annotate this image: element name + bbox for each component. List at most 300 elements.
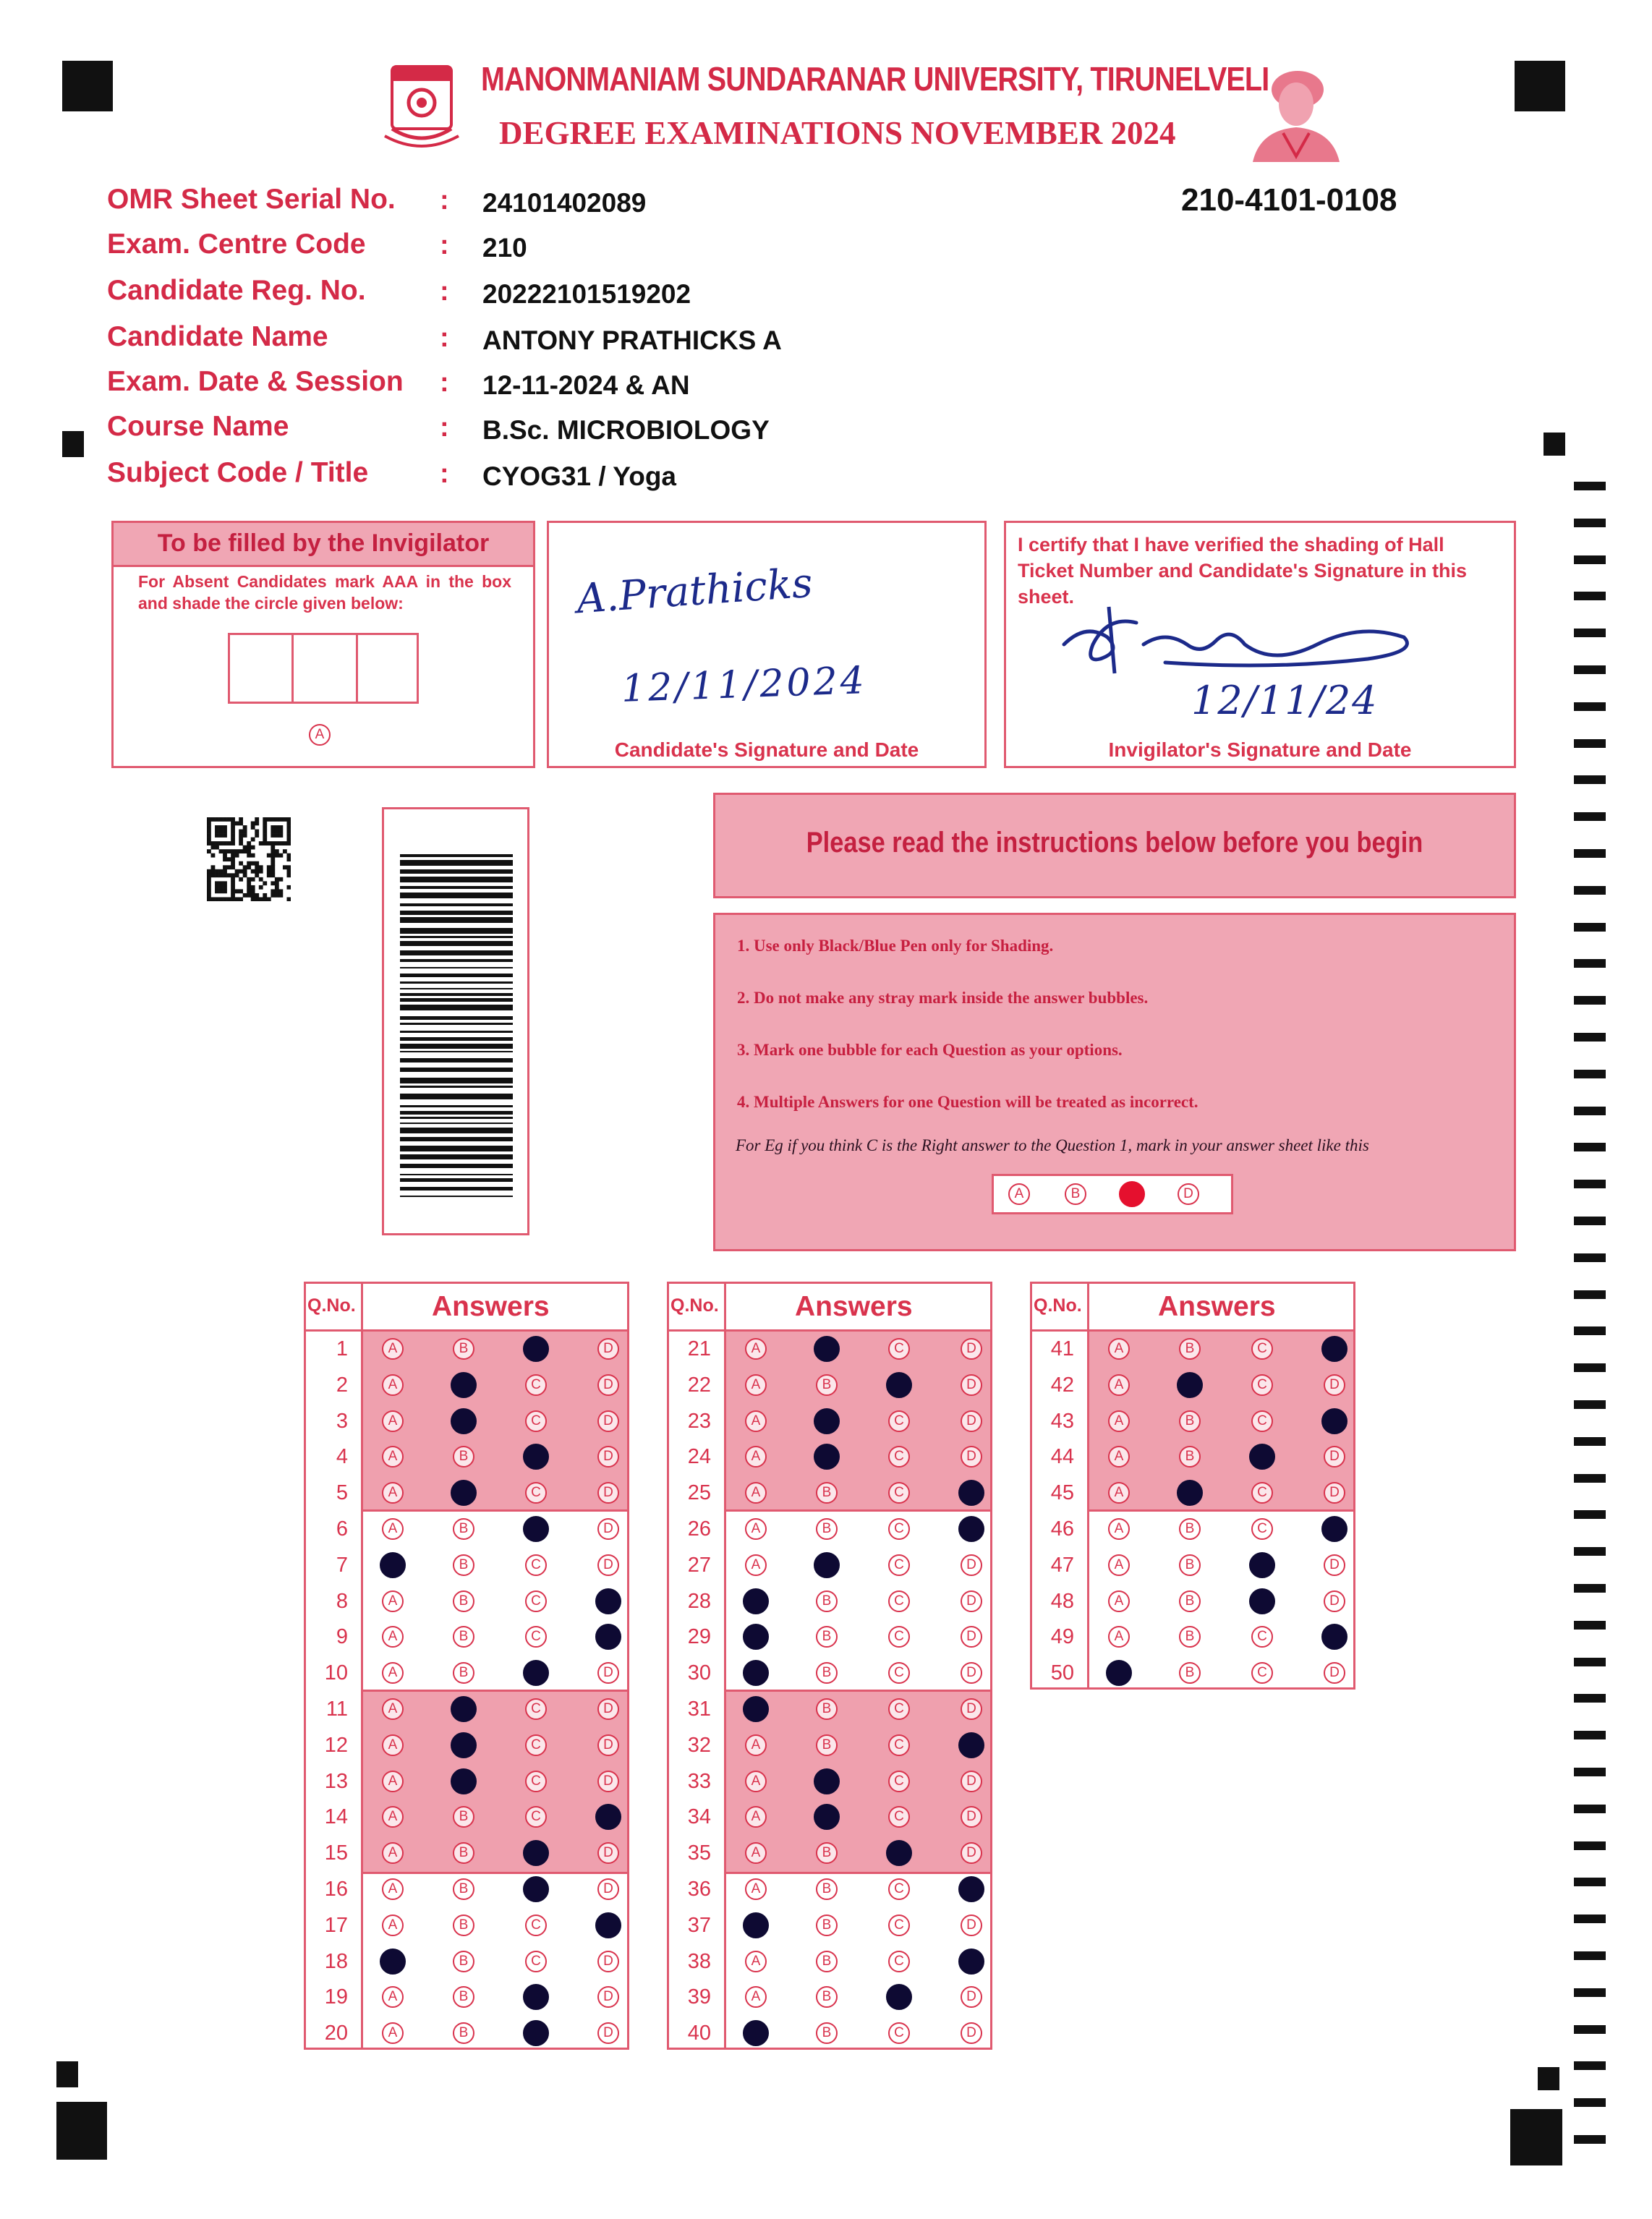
answer-bubble-a[interactable]: A: [1108, 1626, 1130, 1648]
answer-bubble-b[interactable]: B: [453, 2022, 474, 2044]
question-number: 11: [325, 1698, 348, 1721]
answer-bubble-c[interactable]: C: [1251, 1626, 1273, 1648]
answer-bubble-c[interactable]: [1249, 1552, 1275, 1578]
answer-bubble-c[interactable]: [886, 1372, 912, 1398]
answers-header: Answers: [795, 1291, 913, 1322]
answer-bubble-a[interactable]: A: [382, 1374, 404, 1396]
answer-bubble-c[interactable]: C: [1251, 1410, 1273, 1432]
field-colon: :: [440, 459, 449, 489]
question-row: [1032, 1475, 1353, 1512]
answer-bubble-a[interactable]: [743, 2020, 769, 2046]
answer-bubble-d[interactable]: [595, 1804, 621, 1830]
answer-bubble-a[interactable]: A: [745, 1410, 767, 1432]
answer-bubble-c[interactable]: C: [1251, 1338, 1273, 1360]
answer-bubble-c[interactable]: [523, 1876, 549, 1902]
answer-bubble-d[interactable]: [1321, 1516, 1347, 1542]
answer-bubble-c[interactable]: C: [888, 1951, 910, 1972]
answer-column: [667, 1282, 992, 2050]
answer-bubble-d[interactable]: [958, 1948, 984, 1975]
answer-bubble-b[interactable]: [814, 1336, 840, 1362]
answer-bubble-c[interactable]: [1249, 1588, 1275, 1614]
instruction-banner: [713, 793, 1516, 898]
question-row: [306, 1439, 627, 1475]
answer-bubble-a[interactable]: A: [1108, 1410, 1130, 1432]
answer-bubble-b[interactable]: B: [453, 1842, 474, 1864]
question-number: 25: [687, 1481, 711, 1505]
answer-bubble-a[interactable]: A: [382, 1482, 404, 1504]
answer-bubble-b[interactable]: B: [816, 1951, 838, 1972]
answer-bubble-b[interactable]: B: [453, 1590, 474, 1612]
answer-bubble-b[interactable]: [1177, 1372, 1203, 1398]
answer-bubble-c[interactable]: C: [1251, 1374, 1273, 1396]
field-value: B.Sc. MICROBIOLOGY: [482, 415, 770, 445]
answer-bubble-d[interactable]: D: [597, 1446, 619, 1468]
answer-bubble-d[interactable]: D: [597, 1410, 619, 1432]
answer-bubble-a[interactable]: A: [1108, 1446, 1130, 1468]
qno-header: Q.No.: [670, 1295, 719, 1316]
answer-bubble-c[interactable]: [523, 1840, 549, 1866]
question-row: [306, 1692, 627, 1728]
answer-bubble-d[interactable]: [958, 1480, 984, 1506]
answer-bubble-b[interactable]: [451, 1732, 477, 1758]
answer-bubble-b[interactable]: [814, 1408, 840, 1434]
answer-bubble-a[interactable]: A: [745, 1554, 767, 1576]
answer-bubble-b[interactable]: B: [816, 1662, 838, 1684]
answer-bubble-a[interactable]: A: [382, 1771, 404, 1792]
answer-bubble-d[interactable]: [595, 1912, 621, 1938]
answer-bubble-d[interactable]: D: [597, 1878, 619, 1900]
answer-bubble-c[interactable]: C: [888, 1554, 910, 1576]
answer-bubble-a[interactable]: A: [382, 1590, 404, 1612]
answer-bubble-a[interactable]: A: [382, 1986, 404, 2008]
answer-bubble-b[interactable]: B: [1179, 1518, 1201, 1540]
question-row: [669, 1944, 990, 1980]
answer-bubble-b[interactable]: B: [453, 1662, 474, 1684]
answer-bubble-d[interactable]: [958, 1876, 984, 1902]
answer-bubble-b[interactable]: B: [1179, 1554, 1201, 1576]
answer-bubble-d[interactable]: [1321, 1336, 1347, 1362]
answer-bubble-a[interactable]: A: [382, 1410, 404, 1432]
barcode-bar: [400, 877, 513, 882]
timing-mark: [1574, 1326, 1606, 1335]
field-label: OMR Sheet Serial No.: [107, 184, 396, 215]
answer-bubble-b[interactable]: B: [816, 2022, 838, 2044]
answer-bubble-b[interactable]: B: [816, 1734, 838, 1756]
question-number: 30: [687, 1661, 711, 1685]
answer-bubble-a[interactable]: A: [1108, 1338, 1130, 1360]
answer-bubble-c[interactable]: C: [525, 1590, 547, 1612]
question-number: 34: [687, 1805, 711, 1829]
answer-bubble-b[interactable]: B: [453, 1986, 474, 2008]
answer-bubble-a[interactable]: A: [745, 1518, 767, 1540]
answer-bubble-c[interactable]: C: [888, 1878, 910, 1900]
question-number: 29: [687, 1625, 711, 1649]
answer-bubble-c[interactable]: C: [888, 1771, 910, 1792]
timing-mark: [1574, 592, 1606, 600]
timing-mark: [1574, 1253, 1606, 1262]
timing-mark: [1574, 555, 1606, 564]
answer-bubble-d[interactable]: [1321, 1624, 1347, 1650]
answer-bubble-c[interactable]: C: [1251, 1518, 1273, 1540]
question-row: [306, 1584, 627, 1620]
answer-bubble-c[interactable]: C: [888, 1806, 910, 1828]
barcode-bar: [400, 1023, 513, 1025]
barcode-bar: [400, 860, 513, 866]
barcode-bar: [400, 911, 513, 915]
question-number: 2: [336, 1373, 348, 1397]
field-label: Subject Code / Title: [107, 457, 369, 488]
answer-bubble-c[interactable]: C: [888, 1410, 910, 1432]
answer-bubble-a[interactable]: A: [745, 1374, 767, 1396]
question-row: [669, 1619, 990, 1656]
answer-bubble-a[interactable]: A: [745, 1878, 767, 1900]
answer-bubble-b[interactable]: B: [816, 1374, 838, 1396]
barcode-bar: [400, 869, 513, 874]
answer-bubble-d[interactable]: D: [961, 1986, 982, 2008]
field-value: CYOG31 / Yoga: [482, 461, 676, 491]
answer-bubble-d[interactable]: [595, 1624, 621, 1650]
answer-bubble-d[interactable]: D: [597, 1518, 619, 1540]
answer-bubble-d[interactable]: D: [597, 1842, 619, 1864]
answer-bubble-b[interactable]: B: [1179, 1662, 1201, 1684]
answer-bubble-d[interactable]: [958, 1516, 984, 1542]
question-row: [669, 1872, 990, 1908]
example-bubble-c: [1119, 1181, 1145, 1207]
answer-bubble-a[interactable]: A: [745, 1842, 767, 1864]
answer-bubble-d[interactable]: D: [961, 1771, 982, 1792]
answer-bubble-a[interactable]: A: [382, 1698, 404, 1720]
barcode-bar: [400, 1078, 513, 1083]
answer-bubble-d[interactable]: [1321, 1408, 1347, 1434]
answer-bubble-d[interactable]: D: [961, 1806, 982, 1828]
question-row: [1032, 1439, 1353, 1475]
absent-note: For Absent Candidates mark AAA in the box and shade the circle given below:: [138, 572, 511, 613]
answer-bubble-b[interactable]: B: [816, 1590, 838, 1612]
answer-bubble-a[interactable]: A: [745, 1734, 767, 1756]
answer-bubble-c[interactable]: C: [525, 1626, 547, 1648]
question-number: 7: [336, 1553, 348, 1577]
answer-bubble-c[interactable]: C: [888, 1698, 910, 1720]
answer-bubble-c[interactable]: [1249, 1444, 1275, 1470]
timing-mark: [1574, 702, 1606, 711]
answer-bubble-b[interactable]: B: [816, 1482, 838, 1504]
invigilator-signature: [1057, 601, 1433, 684]
question-number: 14: [324, 1805, 348, 1829]
answer-bubble-b[interactable]: [451, 1768, 477, 1794]
university-logo: [382, 61, 461, 155]
answer-column: [1030, 1282, 1355, 1690]
question-row: [1032, 1548, 1353, 1584]
answer-bubble-c[interactable]: [523, 1984, 549, 2010]
answer-bubble-b[interactable]: [1177, 1480, 1203, 1506]
answer-bubble-c[interactable]: C: [888, 1518, 910, 1540]
answer-bubble-d[interactable]: D: [1324, 1374, 1345, 1396]
answer-bubble-d[interactable]: D: [1324, 1554, 1345, 1576]
answer-bubble-a[interactable]: [380, 1552, 406, 1578]
answer-bubble-c[interactable]: C: [888, 1915, 910, 1936]
answer-bubble-a[interactable]: A: [382, 1806, 404, 1828]
answer-bubble-a[interactable]: A: [1108, 1482, 1130, 1504]
timing-mark: [1574, 1400, 1606, 1409]
question-row: [1032, 1584, 1353, 1620]
answer-bubble-d[interactable]: [595, 1588, 621, 1614]
answer-bubble-b[interactable]: B: [1179, 1590, 1201, 1612]
answer-bubble-c[interactable]: C: [525, 1698, 547, 1720]
absent-mark-boxes[interactable]: [228, 633, 419, 704]
field-label: Candidate Name: [107, 321, 328, 352]
answer-bubble-a[interactable]: [1106, 1660, 1132, 1686]
answer-bubble-b[interactable]: B: [816, 1842, 838, 1864]
answer-bubble-a[interactable]: [743, 1660, 769, 1686]
answer-bubble-d[interactable]: D: [961, 1698, 982, 1720]
answer-bubble-c[interactable]: [523, 1336, 549, 1362]
answer-bubble-b[interactable]: B: [453, 1446, 474, 1468]
answer-bubble-d[interactable]: D: [597, 1374, 619, 1396]
answer-bubble-d[interactable]: D: [961, 1446, 982, 1468]
answer-bubble-b[interactable]: B: [1179, 1410, 1201, 1432]
answer-bubble-d[interactable]: D: [1324, 1482, 1345, 1504]
answer-bubble-b[interactable]: B: [453, 1878, 474, 1900]
instruction-item: 3. Mark one bubble for each Question as your options.: [737, 1041, 1123, 1059]
answers-header: Answers: [432, 1291, 550, 1322]
barcode-bar: [400, 1174, 513, 1175]
field-label: Candidate Reg. No.: [107, 275, 366, 306]
answer-bubble-a[interactable]: A: [1108, 1518, 1130, 1540]
answer-bubble-c[interactable]: C: [888, 1626, 910, 1648]
field-value: 210: [482, 233, 527, 263]
question-number: 6: [336, 1517, 348, 1541]
answer-bubble-d[interactable]: [958, 1732, 984, 1758]
answer-bubble-a[interactable]: A: [745, 1338, 767, 1360]
answer-bubble-b[interactable]: [451, 1372, 477, 1398]
answer-bubble-c[interactable]: C: [888, 1338, 910, 1360]
answer-bubble-d[interactable]: D: [1324, 1446, 1345, 1468]
barcode-bar: [400, 1146, 513, 1151]
timing-mark: [1574, 629, 1606, 637]
answer-bubble-b[interactable]: [814, 1552, 840, 1578]
answer-bubble-c[interactable]: C: [888, 1590, 910, 1612]
timing-mark: [1574, 1437, 1606, 1446]
question-number: 46: [1050, 1517, 1074, 1541]
answer-bubble-a[interactable]: A: [745, 1951, 767, 1972]
answer-bubble-b[interactable]: B: [453, 1518, 474, 1540]
answer-bubble-b[interactable]: B: [816, 1698, 838, 1720]
answer-bubble-d[interactable]: D: [597, 1662, 619, 1684]
answer-bubble-b[interactable]: [451, 1696, 477, 1722]
answer-bubble-a[interactable]: A: [745, 1482, 767, 1504]
answer-bubble-b[interactable]: [451, 1408, 477, 1434]
answer-bubble-a[interactable]: A: [382, 1915, 404, 1936]
answer-bubble-c[interactable]: C: [1251, 1662, 1273, 1684]
answer-bubble-a[interactable]: A: [382, 1446, 404, 1468]
answer-bubble-a[interactable]: A: [382, 1734, 404, 1756]
answer-bubble-c[interactable]: C: [525, 1554, 547, 1576]
answer-bubble-a[interactable]: A: [745, 1446, 767, 1468]
timing-mark: [1574, 1621, 1606, 1630]
answer-bubble-d[interactable]: D: [597, 1482, 619, 1504]
answer-bubble-d[interactable]: D: [1324, 1662, 1345, 1684]
candidate-handwritten-name: A.Prathicks: [575, 559, 814, 623]
answer-bubble-a[interactable]: A: [1108, 1590, 1130, 1612]
answer-bubble-d[interactable]: D: [961, 1842, 982, 1864]
answer-bubble-a[interactable]: A: [1108, 1374, 1130, 1396]
question-number: 41: [1050, 1337, 1074, 1360]
answer-bubble-a[interactable]: A: [382, 1518, 404, 1540]
question-number: 45: [1050, 1481, 1074, 1505]
answer-bubble-c[interactable]: [886, 1840, 912, 1866]
answer-bubble-c[interactable]: C: [888, 1734, 910, 1756]
answer-bubble-c[interactable]: C: [525, 1374, 547, 1396]
question-number: 37: [687, 1913, 711, 1937]
answer-bubble-b[interactable]: B: [453, 1806, 474, 1828]
answer-bubble-c[interactable]: C: [525, 1951, 547, 1972]
answer-bubble-c[interactable]: [886, 1984, 912, 2010]
answer-bubble-c[interactable]: C: [888, 2022, 910, 2044]
answer-bubble-a[interactable]: A: [382, 2022, 404, 2044]
answer-bubble-d[interactable]: D: [597, 1734, 619, 1756]
answer-bubble-d[interactable]: D: [1324, 1590, 1345, 1612]
answer-bubble-c[interactable]: C: [1251, 1482, 1273, 1504]
answer-bubble-d[interactable]: D: [961, 1554, 982, 1576]
timing-mark: [1574, 886, 1606, 895]
answer-bubble-b[interactable]: B: [816, 1915, 838, 1936]
answer-bubble-b[interactable]: [451, 1480, 477, 1506]
answer-bubble-b[interactable]: B: [453, 1554, 474, 1576]
answer-bubble-c[interactable]: C: [525, 1771, 547, 1792]
answer-bubble-b[interactable]: B: [816, 1518, 838, 1540]
question-number: 13: [324, 1769, 348, 1793]
answer-bubble-b[interactable]: B: [816, 1986, 838, 2008]
answer-bubble-b[interactable]: B: [453, 1626, 474, 1648]
answer-bubble-d[interactable]: D: [597, 2022, 619, 2044]
answer-bubble-a[interactable]: [743, 1624, 769, 1650]
answer-bubble-a[interactable]: A: [745, 1771, 767, 1792]
timing-mark: [1574, 1547, 1606, 1556]
timing-mark-bottom-right-square: [1538, 2067, 1559, 2090]
timing-mark: [1574, 1841, 1606, 1850]
answer-bubble-b[interactable]: B: [816, 1878, 838, 1900]
answer-bubble-b[interactable]: [814, 1768, 840, 1794]
answer-bubble-d[interactable]: D: [597, 1554, 619, 1576]
answer-bubble-a[interactable]: [380, 1948, 406, 1975]
question-row: [306, 1656, 627, 1692]
barcode-bar: [400, 1016, 513, 1020]
barcode-bar: [400, 1196, 513, 1197]
candidate-signature-box: [547, 521, 987, 768]
answer-bubble-d[interactable]: D: [597, 1338, 619, 1360]
question-row: [306, 2016, 627, 2052]
barcode-bar: [400, 1005, 513, 1010]
answer-bubble-d[interactable]: D: [597, 1986, 619, 2008]
qno-header: Q.No.: [307, 1295, 356, 1316]
answer-bubble-c[interactable]: C: [888, 1662, 910, 1684]
question-number: 47: [1050, 1553, 1074, 1577]
answer-bubble-d[interactable]: D: [961, 1915, 982, 1936]
example-bubbles: [992, 1174, 1233, 1214]
answer-bubble-b[interactable]: B: [453, 1338, 474, 1360]
question-number: 5: [336, 1481, 348, 1505]
answer-bubble-c[interactable]: C: [525, 1734, 547, 1756]
barcode-bar: [400, 903, 513, 906]
answer-bubble-a[interactable]: A: [745, 1806, 767, 1828]
timing-mark: [1574, 1474, 1606, 1483]
example-bubble-d: D: [1178, 1183, 1199, 1205]
answer-bubble-a[interactable]: A: [382, 1338, 404, 1360]
answer-bubble-b[interactable]: [814, 1444, 840, 1470]
answer-bubble-a[interactable]: A: [382, 1662, 404, 1684]
answer-bubble-c[interactable]: [523, 2020, 549, 2046]
answer-bubble-d[interactable]: D: [961, 1662, 982, 1684]
answer-bubble-c[interactable]: C: [888, 1482, 910, 1504]
answer-bubble-a[interactable]: [743, 1588, 769, 1614]
answer-bubble-b[interactable]: [814, 1804, 840, 1830]
answer-bubble-a[interactable]: A: [382, 1842, 404, 1864]
timing-mark: [1574, 1143, 1606, 1151]
question-row: [669, 1332, 990, 1368]
answer-bubble-b[interactable]: B: [453, 1951, 474, 1972]
example-bubble-b: B: [1065, 1183, 1086, 1205]
answer-bubble-c[interactable]: C: [525, 1410, 547, 1432]
answer-bubble-c[interactable]: [523, 1660, 549, 1686]
barcode-bar: [400, 893, 513, 898]
answer-bubble-c[interactable]: C: [525, 1482, 547, 1504]
timing-mark: [1574, 812, 1606, 821]
answer-bubble-a[interactable]: A: [745, 1986, 767, 2008]
answer-bubble-d[interactable]: D: [597, 1951, 619, 1972]
barcode-bar: [400, 1044, 513, 1049]
answer-bubble-a[interactable]: [743, 1696, 769, 1722]
answer-bubble-d[interactable]: D: [961, 2022, 982, 2044]
answer-bubble-d[interactable]: D: [961, 1626, 982, 1648]
question-row: [669, 1404, 990, 1440]
question-number: 24: [687, 1445, 711, 1469]
answer-bubble-b[interactable]: B: [816, 1626, 838, 1648]
answer-bubble-c[interactable]: C: [888, 1446, 910, 1468]
question-number: 48: [1050, 1589, 1074, 1613]
answer-bubble-c[interactable]: C: [525, 1806, 547, 1828]
timing-mark: [1574, 1180, 1606, 1188]
answer-bubble-d[interactable]: D: [597, 1698, 619, 1720]
answer-bubble-d[interactable]: D: [597, 1771, 619, 1792]
question-row: [669, 1656, 990, 1692]
answer-bubble-a[interactable]: [743, 1912, 769, 1938]
answer-bubble-d[interactable]: D: [961, 1338, 982, 1360]
answer-bubble-a[interactable]: A: [1108, 1554, 1130, 1576]
timing-mark: [1574, 2135, 1606, 2144]
answer-bubble-a[interactable]: A: [382, 1626, 404, 1648]
question-number: 9: [336, 1625, 348, 1649]
question-row: [306, 1836, 627, 1872]
question-number: 31: [687, 1698, 711, 1721]
answer-bubble-d[interactable]: D: [961, 1374, 982, 1396]
registration-mark-bottom-right: [1510, 2109, 1562, 2165]
absent-bubble[interactable]: A: [309, 724, 331, 746]
answer-bubble-c[interactable]: [523, 1444, 549, 1470]
answer-bubble-c[interactable]: [523, 1516, 549, 1542]
answer-bubble-a[interactable]: A: [382, 1878, 404, 1900]
answer-bubble-c[interactable]: C: [525, 1915, 547, 1936]
answer-bubble-b[interactable]: B: [1179, 1338, 1201, 1360]
answer-bubble-b[interactable]: B: [1179, 1626, 1201, 1648]
answer-bubble-d[interactable]: D: [961, 1590, 982, 1612]
question-row: [669, 1980, 990, 2016]
registration-mark-mid-left: [62, 431, 84, 457]
answer-bubble-b[interactable]: B: [453, 1915, 474, 1936]
invigilator-signature-caption: Invigilator's Signature and Date: [1108, 738, 1412, 761]
answer-bubble-d[interactable]: D: [961, 1410, 982, 1432]
question-row: [669, 1512, 990, 1548]
answer-bubble-b[interactable]: B: [1179, 1446, 1201, 1468]
